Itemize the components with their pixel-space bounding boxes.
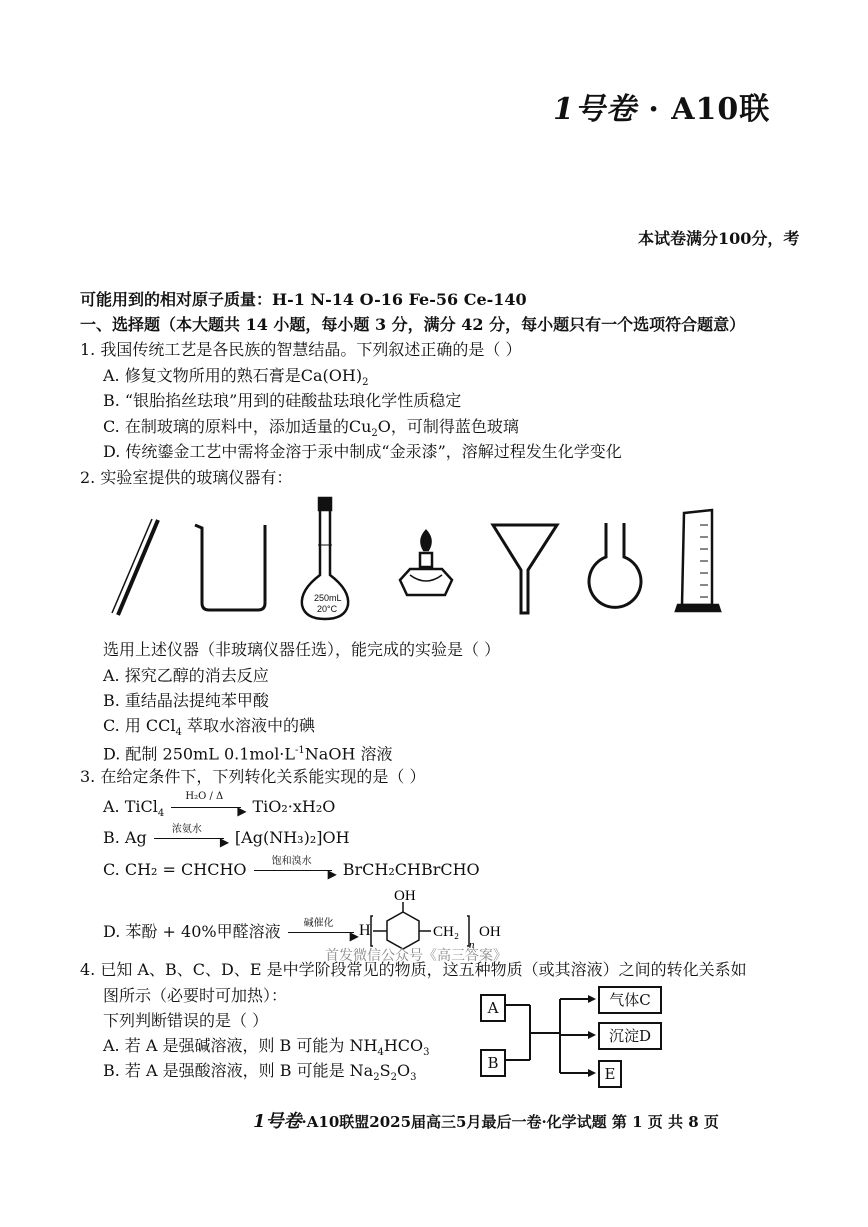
footer-text: ·A10联盟2025届高三5月最后一卷·化学试题 第 1 页 共 8 页 [301, 1113, 719, 1131]
q4-stem-continued: 图所示（必要时可加热）： [103, 986, 288, 1005]
resin-oh-end: OH [479, 924, 501, 940]
diagram-node-precipitate-d: 沉淀D [598, 1022, 662, 1050]
volumetric-flask-icon [302, 498, 348, 619]
q3-b-condition: 浓氨水 [171, 824, 202, 835]
section-title: 一、选择题（本大题共 14 小题，每小题 3 分，满分 42 分，每小题只有一个选项符合题意） [80, 315, 746, 334]
flask-label-temp: 20°C [317, 604, 338, 614]
q3-d-condition: 碱催化 [303, 918, 334, 929]
q3-option-d: D. 苯酚 + 40%甲醛溶液 碱催化 ▶ [103, 922, 360, 942]
beaker-icon [195, 525, 265, 610]
q1-stem: 1. 我国传统工艺是各民族的智慧结晶。下列叙述正确的是（ ） [80, 340, 522, 359]
q4-stem: 4. 已知 A、B、C、D、E 是中学阶段常见的物质，这五种物质（或其溶液）之间的转化关系如 [80, 960, 747, 979]
resin-h: H [359, 922, 371, 939]
q3-stem: 3. 在给定条件下，下列转化关系能实现的是（ ） [80, 767, 426, 786]
phenolic-resin-structure [355, 888, 525, 950]
footer-mark: 1号卷 [253, 1111, 302, 1132]
resin-ch2: CH₂ [433, 924, 460, 940]
q3-option-a: A. TiCl$_4$ H₂O / Δ ▶ TiO₂·xH₂O [103, 797, 335, 824]
q2-option-b: B. 重结晶法提纯苯甲酸 [103, 691, 269, 710]
resin-n: n [469, 939, 475, 950]
resin-oh-top: OH [394, 888, 416, 904]
reaction-arrow-b: 浓氨水 ▶ [152, 828, 230, 848]
reaction-arrow-c: 饱和溴水 ▶ [252, 860, 338, 880]
glass-rod-icon [112, 519, 158, 615]
page-footer [253, 1107, 719, 1133]
q4-option-a: A. 若 A 是强碱溶液，则 B 可能为 $NH_4HCO_3$ [103, 1036, 430, 1059]
graduated-cylinder-icon [676, 510, 720, 611]
diagram-node-gas-c: 气体C [598, 986, 662, 1014]
brand-logo: 1号卷 · A10联 [553, 92, 771, 127]
flask-label-volume: 250mL [314, 593, 342, 603]
atomic-masses: 可能用到的相对原子质量：H-1 N-14 O-16 Fe-56 Ce-140 [80, 290, 527, 309]
diagram-node-e: E [598, 1060, 622, 1088]
q1-option-b: B. “银胎掐丝珐琅”用到的硅酸盐珐琅化学性质稳定 [103, 391, 462, 410]
brand-mark: 1号卷 [553, 92, 637, 127]
diagram-node-a: A [480, 994, 506, 1022]
q2-stem: 2. 实验室提供的玻璃仪器有： [80, 468, 293, 487]
q2-option-c: C. 用 CCl$_4$ 萃取水溶液中的碘 [103, 716, 316, 739]
funnel-icon [493, 525, 557, 613]
q4-option-b: B. 若 A 是强酸溶液，则 B 可能是 $Na_2S_2O_3$ [103, 1061, 417, 1084]
score-note: 本试卷满分100分，考 [638, 229, 800, 248]
q1-option-c: C. 在制玻璃的原料中，添加适量的$Cu_2O$，可制得蓝色玻璃 [103, 417, 519, 440]
watermark: 首发微信公众号《高三答案》 [325, 948, 507, 964]
q2-prompt: 选用上述仪器（非玻璃仪器任选），能完成的实验是（ ） [103, 640, 501, 659]
q2-option-a: A. 探究乙醇的消去反应 [103, 666, 269, 685]
round-bottom-flask-icon [589, 523, 641, 607]
q3-c-condition: 饱和溴水 [271, 856, 312, 867]
q3-option-b: B. Ag 浓氨水 ▶ [Ag(NH₃)₂]OH [103, 828, 350, 848]
brand-name: A10联 [671, 92, 771, 127]
glassware-illustration [100, 495, 740, 630]
q2-option-d: D. 配制 250mL $0.1mol\cdot L^{-1}NaOH$ 溶液 [103, 744, 393, 764]
q1-option-d: D. 传统鎏金工艺中需将金溶于汞中制成“金汞漆”，溶解过程发生化学变化 [103, 442, 622, 461]
diagram-node-b: B [480, 1049, 506, 1077]
alcohol-lamp-icon [400, 531, 452, 595]
q3-a-condition: H₂O / Δ [185, 791, 224, 802]
q1-option-a: A. 修复文物所用的熟石膏是$Ca(OH)_2$ [103, 366, 369, 389]
reaction-arrow-d: 碱催化 ▶ [286, 922, 360, 942]
q3-option-c: C. CH₂ = CHCHO 饱和溴水 ▶ BrCH₂CHBrCHO [103, 860, 480, 880]
reaction-arrow-a: H₂O / Δ ▶ [169, 797, 247, 817]
q4-prompt: 下列判断错误的是（ ） [103, 1011, 269, 1030]
